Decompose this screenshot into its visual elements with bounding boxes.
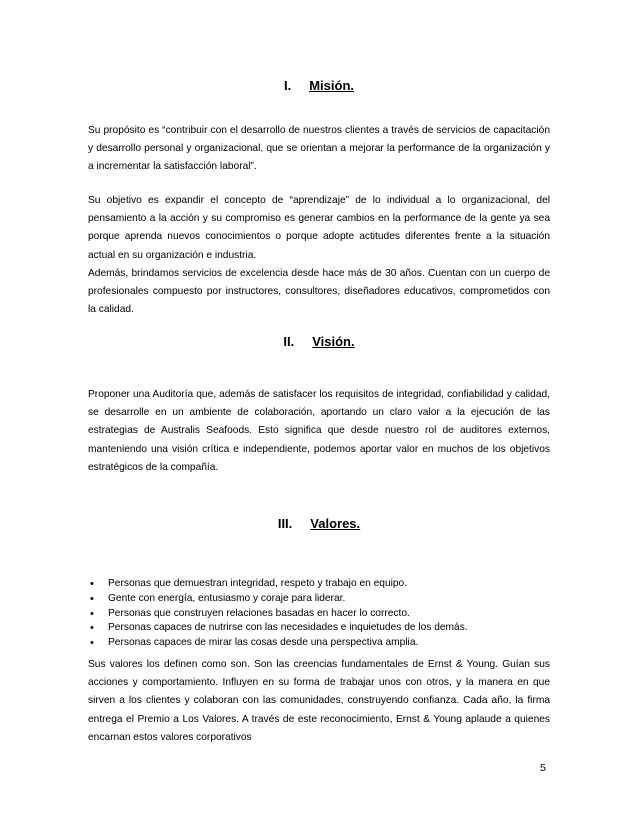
paragraph-mision-3: Además, brindamos servicios de excelencia desde hace más de 30 años. Cuentan con un cuerpo de profesionales compuesto por instructores, consultores, diseñadores educativos, comprometidos con la calidad. [88, 268, 550, 316]
valores-list [88, 577, 558, 651]
list-item: • Personas capaces de mirar las cosas desde una perspectiva amplia. [88, 636, 558, 651]
paragraph-vision-1: Proponer una Auditoría que, además de satisfacer los requisitos de integridad, confiabilidad y calidad, se desarrolle en un ambiente de colaboración, aportando un claro valor a la ejecución de las estrategias de Australis Seafoods. Esto significa que desde nuestro rol de auditores externos, manteniendo una visión crítica e independiente, podemos aportar valor en muchos de los objetivos estratégicos de la compañía. [88, 389, 550, 473]
paragraph-valores-1: Sus valores los definen como son. Son las creencias fundamentales de Ernst & Young. Guían sus acciones y comportamiento. Influyen en su forma de trabajar unos con otros, y la manera en que sirven a los clientes y colaboran con las comunidades, construyendo confianza. Cada año, la firma entrega el Premio a Los Valores. A través de este reconocimiento, Ernst & Young aplaude a quienes encarnan estos valores corporativos [88, 659, 550, 743]
section-heading-vision [0, 334, 638, 350]
section-number: III. [277, 516, 293, 531]
page-number: 5 [540, 762, 546, 774]
paragraph-mision-1: Su propósito es “contribuir con el desarrollo de nuestros clientes a través de servicios de capacitación y desarrollo personal y organizacional, que se orientan a mejorar la performance de la organización y a incrementar la satisfacción laboral”. [88, 125, 550, 173]
list-item: • Personas capaces de nutrirse con las necesidades e inquietudes de los demás. [88, 621, 558, 636]
list-item: • Personas que demuestran integridad, respeto y trabajo en equipo. [88, 577, 558, 592]
list-item: • Gente con energía, entusiasmo y coraje para liderar. [88, 592, 558, 607]
section-number: II. [283, 334, 295, 349]
section-heading-valores [0, 516, 638, 532]
section-heading-mision [0, 78, 638, 94]
list-item: • Personas que construyen relaciones basadas en hacer lo correcto. [88, 607, 558, 622]
paragraph-mision-2: Su objetivo es expandir el concepto de “aprendizaje” de lo individual a lo organizacional, del pensamiento a la acción y su compromiso es generar cambios en la performance de la gente ya sea porque aprenda nuevos conocimientos o porque adopte actitudes diferentes frente a la situación actual en su organización e industria. [88, 195, 550, 261]
section-title: Visión. [312, 334, 355, 349]
section-title: Misión. [309, 78, 354, 93]
section-number: I. [283, 78, 292, 93]
section-title: Valores. [310, 516, 361, 531]
